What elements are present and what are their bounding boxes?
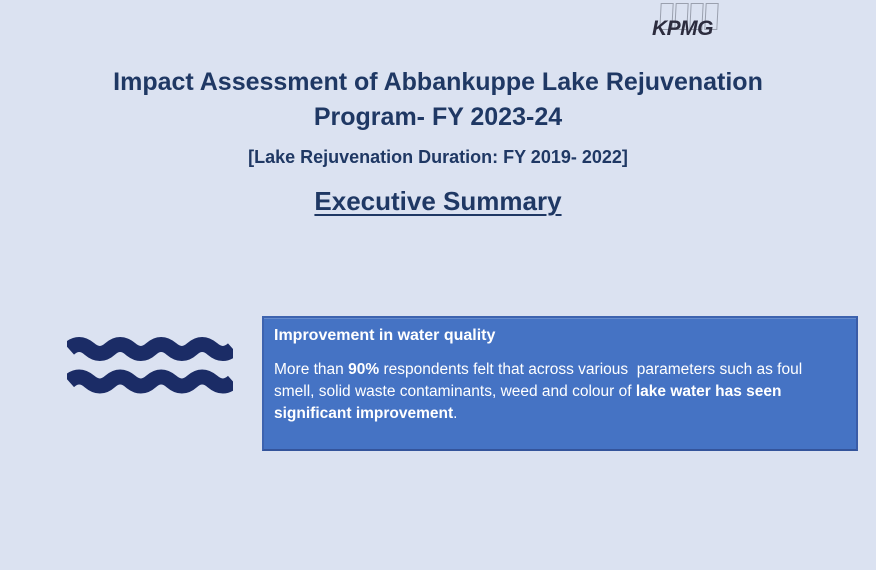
page-subtitle: [Lake Rejuvenation Duration: FY 2019- 2022] [248, 147, 628, 167]
finding-card-heading: Improvement in water quality [274, 327, 496, 344]
finding-card-water-quality [262, 316, 858, 451]
section-heading-text: Executive Summary [314, 186, 562, 216]
water-waves-icon [67, 337, 233, 394]
page-title-line2: Program- FY 2023-24 [313, 103, 563, 131]
page-title-line1: Impact Assessment of Abbankuppe Lake Rejuvenation [113, 68, 763, 96]
kpmg-logo-text: KPMG [652, 17, 713, 40]
page-title [0, 65, 876, 135]
finding-card-body: More than 90% respondents felt that across various parameters such as foul smell, solid waste contaminants, weed and colour of lake water has seen significant improvement. [274, 361, 807, 422]
section-heading [0, 186, 876, 217]
kpmg-logo [652, 3, 732, 43]
